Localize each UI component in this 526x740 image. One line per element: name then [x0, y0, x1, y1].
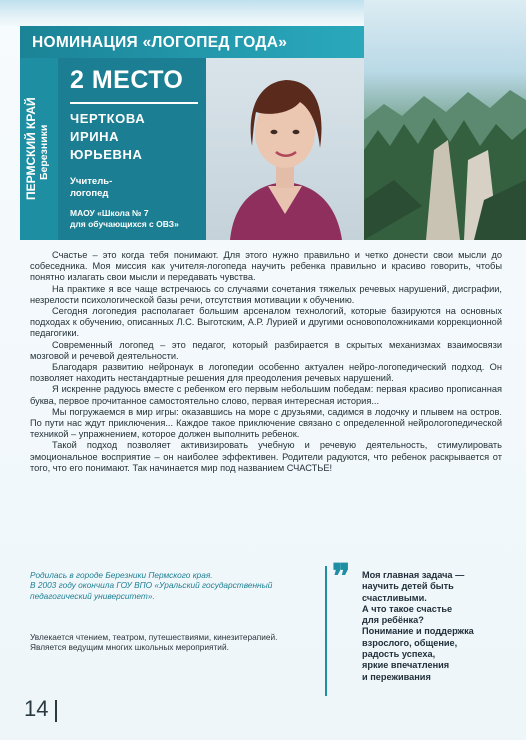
bio-line: педагогический университет». — [30, 590, 155, 601]
quote-line: счастливыми. — [362, 592, 427, 603]
portrait-illustration — [206, 58, 364, 240]
org-line-2: для обучающихся с ОВЗ» — [70, 219, 179, 229]
place-title: 2 МЕСТО — [70, 66, 184, 94]
paragraph: Счастье – это когда тебя понимают. Для этого нужно правильно и четко донести свои мысли до собеседника. Моя миссия как учителя-логопеда научить ребенка правильно и красиво говорить, чтобы понятно излагать свои мысли и передавать чувства. — [30, 250, 502, 283]
quote-line: Моя главная задача — — [362, 570, 465, 580]
patronymic: ЮРЬЕВНА — [70, 147, 143, 162]
region-name: ПЕРМСКИЙ КРАЙ — [24, 97, 38, 200]
city-name: Березники — [38, 124, 50, 180]
role-line-2: логопед — [70, 188, 109, 199]
hobby-line: Является ведущим многих школьных мероприятий. — [30, 642, 229, 653]
quote-line: радость успеха, — [362, 649, 436, 660]
hobby-line: Увлекается чтением, театром, путешествиями, кинезитерапией. — [30, 632, 278, 642]
paragraph: Мы погружаемся в мир игры: оказавшись на море с друзьями, садимся в лодочку и плывем на остров. По пути нас ждут приключения... Каждое такое приключение связано с определенной нейрологопедической техникой – упражнением, которое должен выполнить ребенок. — [30, 406, 502, 440]
quote-line: и переживания — [362, 671, 431, 682]
bio-line: В 2003 году окончила ГОУ ВПО «Уральский государственный — [30, 580, 273, 591]
paragraph: Я искренне радуюсь вместе с ребенком его первым небольшим победам: первая красиво прописанная буква, первое прочитанное самостоятельно слово, первая интересная история... — [30, 384, 502, 406]
bio-line: Родилась в городе Березники Пермского края. — [30, 570, 213, 580]
paragraph: Такой подход позволяет активизировать учебную и речевую деятельность, стимулировать эмоциональное восприятие – он наиболее эффективен. Родители радуются, что ребенок раскрывается от того, что его понимают. Так начинается мир под названием СЧАСТЬЕ! — [30, 440, 502, 473]
role-line-1: Учитель- — [70, 176, 113, 187]
page-number: 14 — [24, 696, 49, 721]
biography — [30, 570, 300, 601]
quote-line: для ребёнка? — [362, 615, 424, 626]
quote-line: А что такое счастье — [362, 603, 453, 614]
article-body — [30, 250, 502, 474]
pull-quote — [362, 570, 512, 683]
surname: ЧЕРТКОВА — [70, 111, 146, 126]
first-name: ИРИНА — [70, 129, 120, 144]
paragraph: Современный логопед – это педагог, который разбирается в скрытых механизмах взаимосвязи мозговой и речевой деятельности. — [30, 339, 502, 361]
portrait-photo — [206, 58, 364, 240]
hobbies — [30, 632, 320, 653]
quote-line: яркие впечатления — [362, 660, 450, 671]
nomination-title: НОМИНАЦИЯ «ЛОГОПЕД ГОДА» — [32, 34, 288, 51]
quote-icon: ❞ — [332, 557, 351, 597]
paragraph: Сегодня логопедия располагает большим арсеналом технологий, которые базируются на основных подходах к обучению, описанных Л.С. Выготским, А.Р. Лурией и другими основоположниками коррекционной педагогики. — [30, 306, 502, 339]
quote-line: взрослого, общение, — [362, 637, 458, 648]
landscape-photo — [364, 0, 526, 240]
page-number-divider — [55, 700, 57, 722]
org-line-1: МАОУ «Школа № 7 — [70, 208, 149, 218]
paragraph: На практике я все чаще встречаюсь со случаями сочетания тяжелых речевых нарушений, дисграфии, незрелости психологической базы речи, отсутствия мотивации к обучению. — [30, 283, 502, 305]
paragraph: Благодаря развитию нейронаук в логопедии особенно актуален нейро-логопедический подход. Он позволяет находить нестандартные решения для преодоления речевых нарушений. — [30, 362, 502, 384]
region-label — [24, 30, 56, 200]
place-underline — [70, 102, 198, 104]
landscape-illustration — [364, 0, 526, 240]
quote-line: Понимание и поддержка — [362, 626, 474, 637]
quote-line: научить детей быть — [362, 581, 454, 592]
quote-divider — [325, 566, 327, 696]
